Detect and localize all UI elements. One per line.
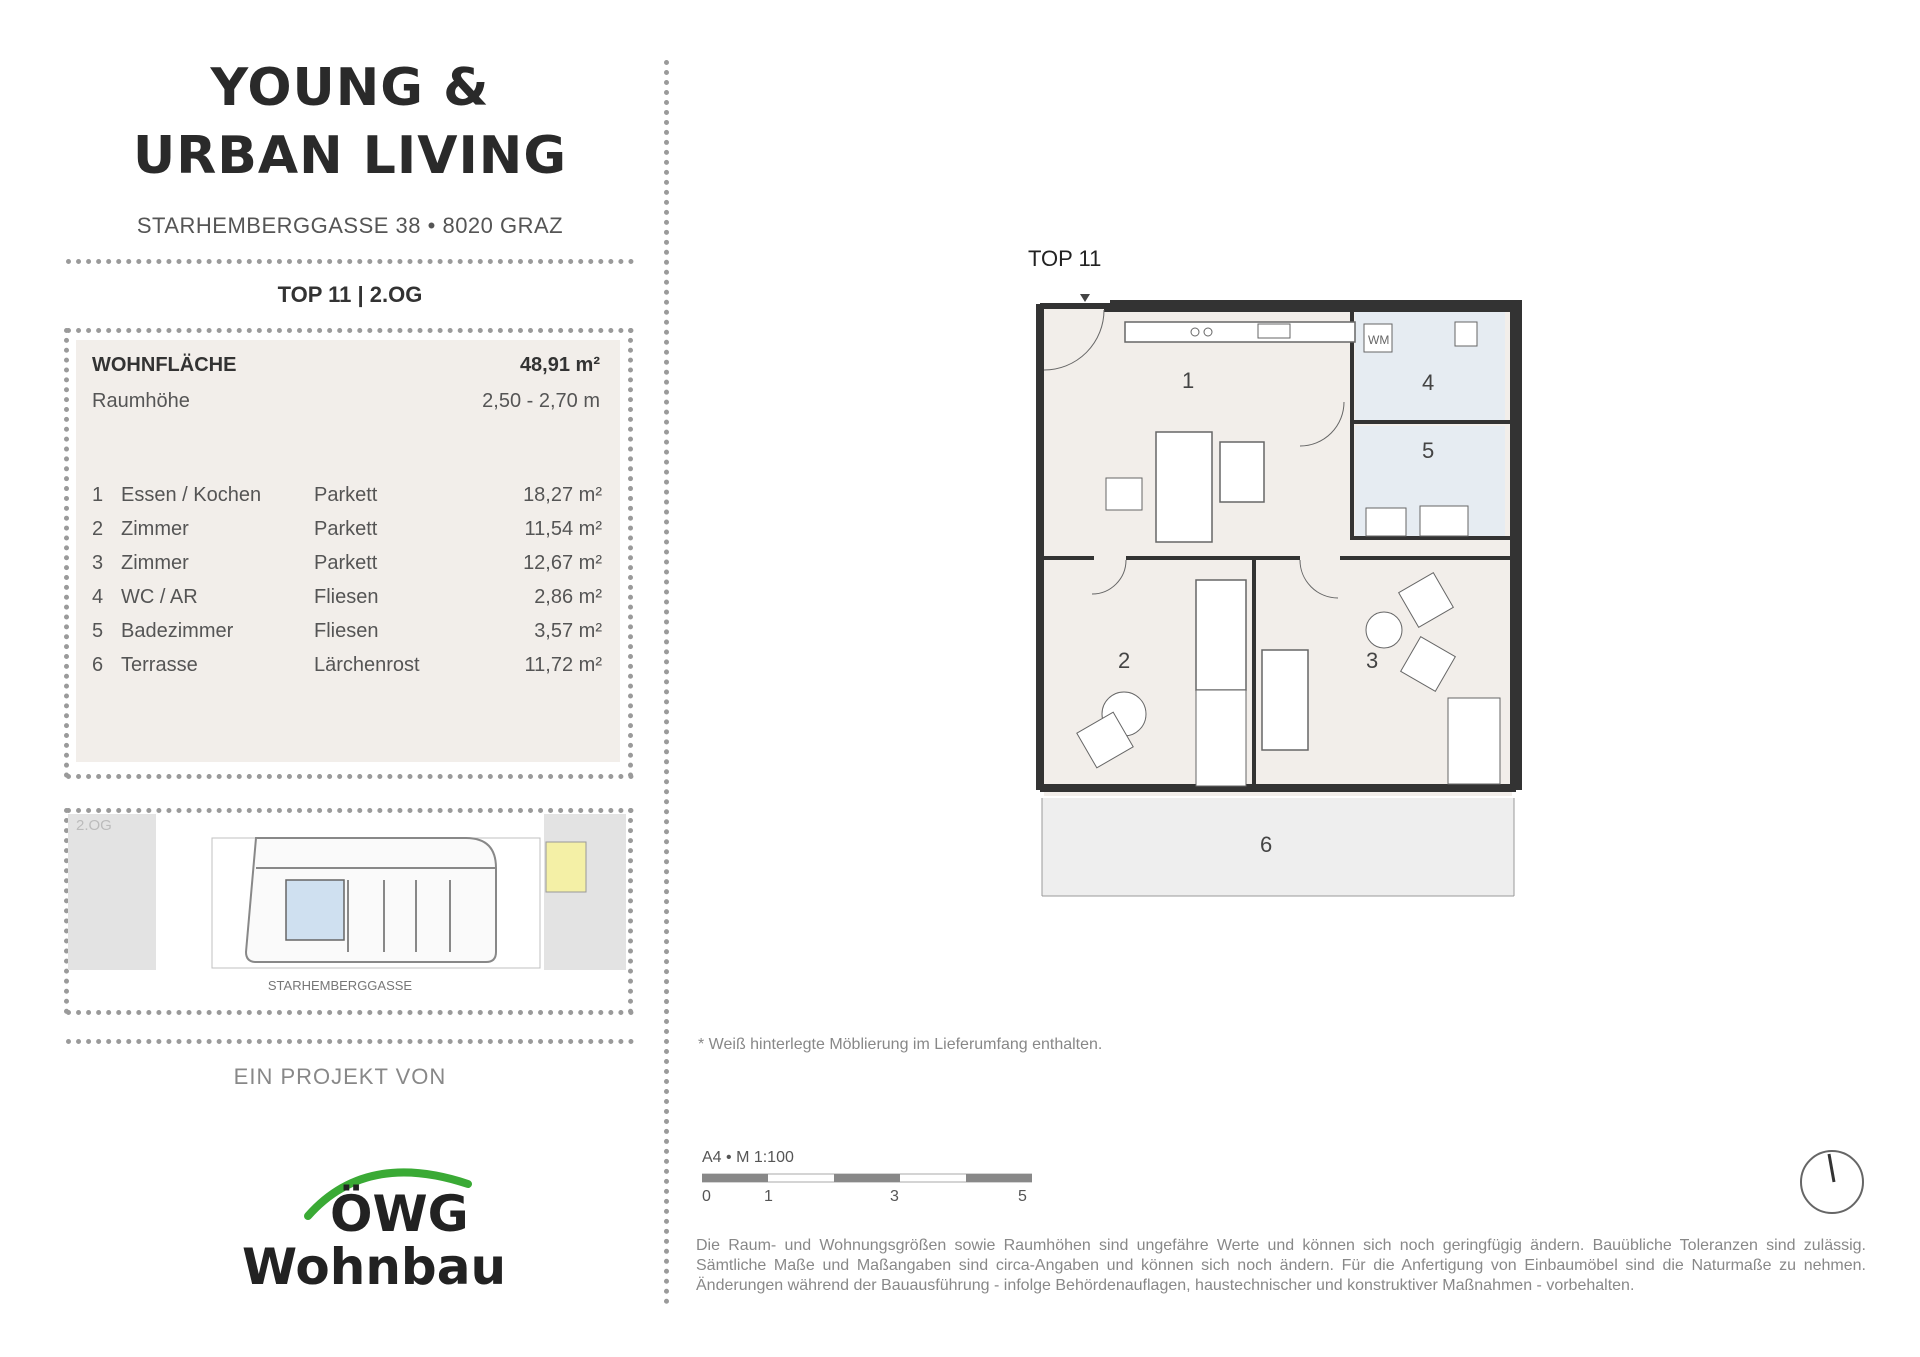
room-size: 18,27 m² <box>523 484 602 506</box>
plan-room-3: 3 <box>1366 648 1379 673</box>
scale-label: A4 • M 1:100 <box>702 1149 794 1166</box>
room-size: 11,72 m² <box>524 654 602 676</box>
furnishing-note: * Weiß hinterlegte Möblierung im Lieferumfang enthalten. <box>698 1036 1103 1053</box>
room-number: 2 <box>92 518 104 540</box>
room-row <box>92 586 602 616</box>
room-name: WC / AR <box>121 586 198 608</box>
room-number: 1 <box>92 484 104 506</box>
room-name: Terrasse <box>121 654 198 676</box>
plan-room-4: 4 <box>1422 370 1435 395</box>
room-size: 2,86 m² <box>534 586 602 608</box>
area-label: WOHNFLÄCHE <box>92 354 237 376</box>
legal-footer: Die Raum- und Wohnungsgrößen sowie Raumhöhen sind ungefähre Werte und können sich noch geringfügig ändern. Bauübliche Toleranzen sind zulässig. Sämtliche Maße und Maßangaben sind circa-Angaben und können sich noch ändern. Für die Anfertigung von Einbaumöbel sind die Naturmaße zu nehmen. Änderungen während der Bauausführung - infolge Behördenauflagen, haustechnischer und konstruktiver Maßnahmen - vorbehalten. <box>696 1237 1866 1294</box>
logo-owg: ÖWG <box>330 1185 469 1243</box>
divider <box>66 328 634 333</box>
keyplan-building <box>246 838 496 962</box>
column-separator <box>664 60 669 1305</box>
room-row <box>92 620 602 650</box>
room-number: 6 <box>92 654 104 676</box>
keyplan-core <box>546 842 586 892</box>
floor-plan <box>1010 270 1530 910</box>
room-size: 3,57 m² <box>534 620 602 642</box>
height-value: 2,50 - 2,70 m <box>482 390 600 412</box>
scale-tick-5: 5 <box>1018 1188 1027 1205</box>
plan-room-5: 5 <box>1422 438 1435 463</box>
plan-room-1: 1 <box>1182 368 1195 393</box>
logo-wohnbau: Wohnbau <box>242 1238 507 1296</box>
project-address: STARHEMBERGGASSE 38 • 8020 GRAZ <box>136 213 564 238</box>
sofa <box>1156 432 1212 542</box>
divider <box>64 328 69 778</box>
room-flooring: Lärchenrost <box>314 654 420 676</box>
bed-room-3 <box>1262 650 1308 750</box>
divider <box>628 808 633 1014</box>
room-row <box>92 484 602 514</box>
unit-label: TOP 11 | 2.OG <box>277 282 423 307</box>
divider <box>66 1039 634 1044</box>
room-flooring: Parkett <box>314 518 378 540</box>
svg-text:WM: WM <box>1368 333 1390 347</box>
room-name: Zimmer <box>121 552 189 574</box>
room-flooring: Fliesen <box>314 586 379 608</box>
scale-tick-1: 1 <box>764 1188 773 1205</box>
divider <box>66 1010 634 1015</box>
room-number: 4 <box>92 586 104 608</box>
plan-room-2: 2 <box>1118 648 1131 673</box>
room-row <box>92 654 602 684</box>
room-number: 3 <box>92 552 104 574</box>
scale-tick-3: 3 <box>890 1188 899 1205</box>
divider <box>66 259 634 264</box>
room-number: 5 <box>92 620 104 642</box>
terrace-area <box>1042 798 1514 896</box>
room-flooring: Parkett <box>314 552 378 574</box>
room-name: Zimmer <box>121 518 189 540</box>
room-row <box>92 518 602 548</box>
project-by-label: EIN PROJEKT VON <box>233 1064 447 1089</box>
divider <box>66 774 634 779</box>
keyplan-neighbour-left <box>68 814 156 970</box>
area-value: 48,91 m² <box>519 354 600 376</box>
room-name: Essen / Kochen <box>121 484 262 506</box>
scale-bar <box>702 1172 1032 1184</box>
bed-room-2 <box>1196 580 1246 690</box>
street-label: STARHEMBERGGASSE <box>267 978 413 993</box>
dining-table <box>1220 442 1264 502</box>
title-line-2: URBAN LIVING <box>132 126 568 186</box>
kitchen-counter <box>1125 322 1355 342</box>
room-name: Badezimmer <box>121 620 234 642</box>
plan-top-label: TOP 11 <box>1028 246 1102 271</box>
room-size: 12,67 m² <box>523 552 602 574</box>
scale-tick-0: 0 <box>702 1188 711 1205</box>
room-flooring: Fliesen <box>314 620 379 642</box>
plan-room-6: 6 <box>1260 832 1273 857</box>
keyplan-unit-highlight <box>286 880 344 940</box>
entrance-marker <box>1080 294 1090 302</box>
room-flooring: Parkett <box>314 484 378 506</box>
title-line-1: YOUNG & <box>210 58 490 118</box>
north-arrow-icon <box>1796 1146 1868 1218</box>
room-size: 11,54 m² <box>524 518 602 540</box>
divider <box>628 328 633 778</box>
room-row <box>92 552 602 582</box>
keyplan-floor-label: 2.OG <box>76 817 112 834</box>
height-label: Raumhöhe <box>92 390 190 412</box>
